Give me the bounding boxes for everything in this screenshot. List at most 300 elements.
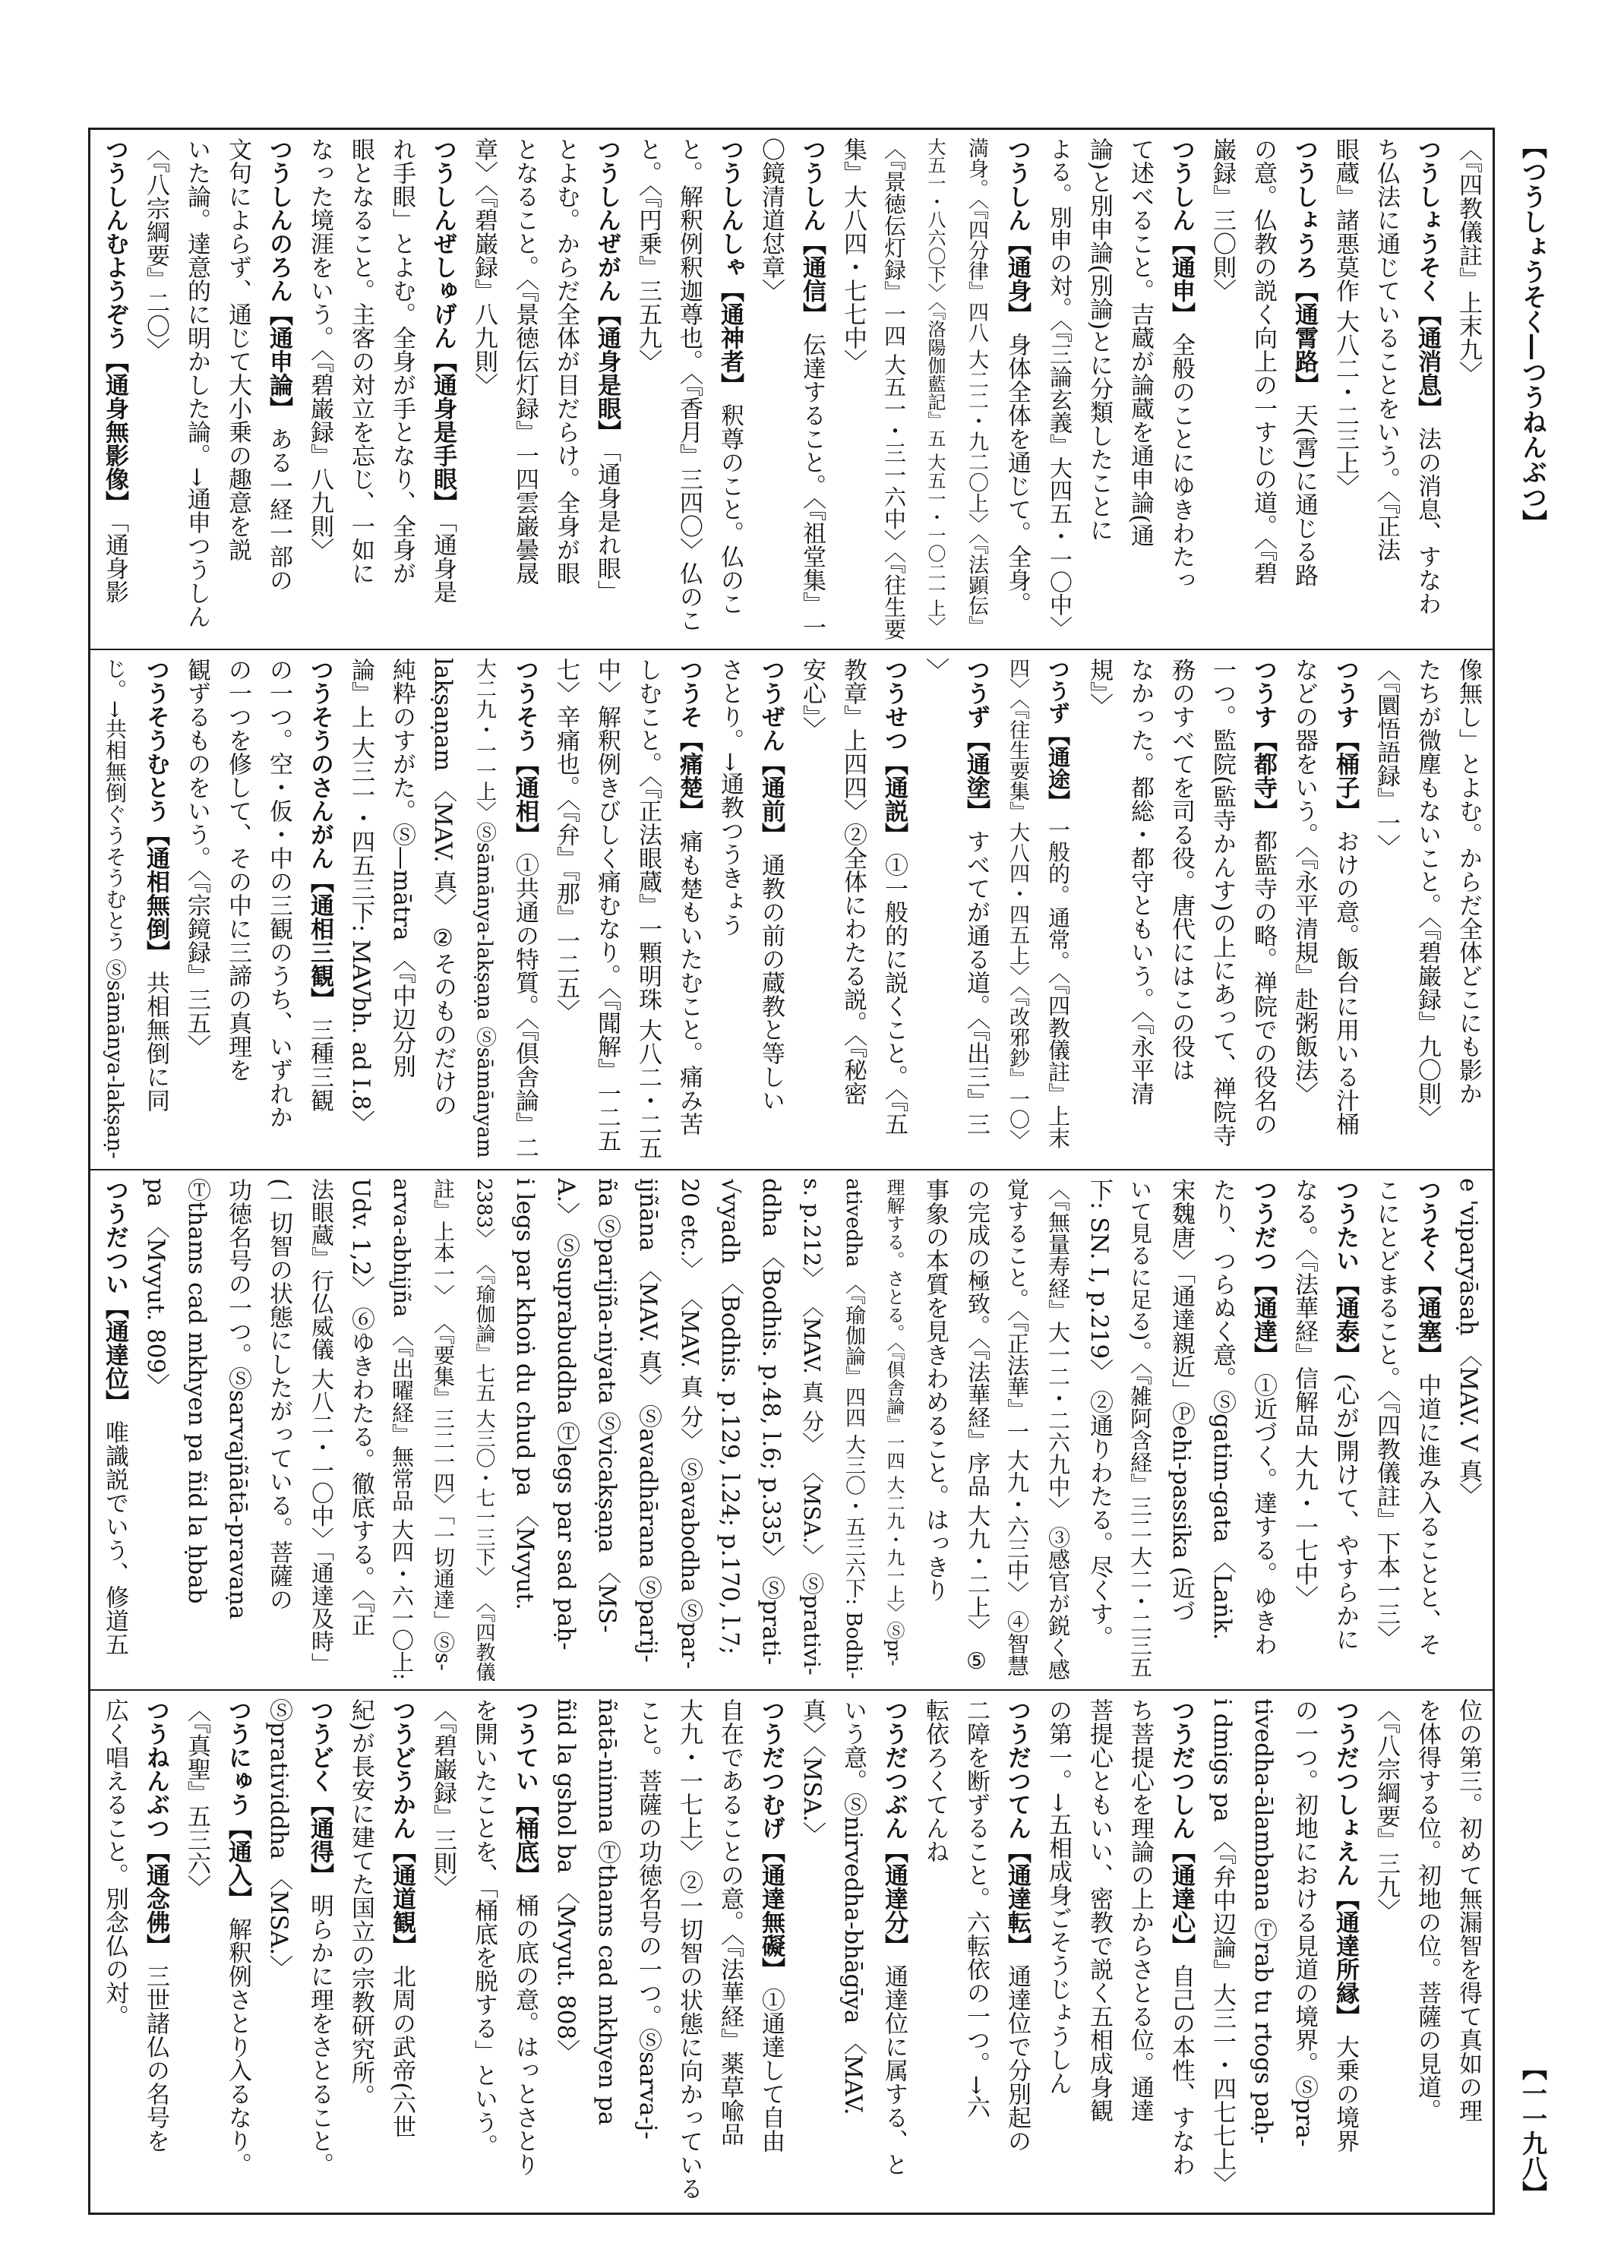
entry-text: よる。別申の対。〈『三論玄義』大四五・一〇中〉 (1045, 137, 1072, 639)
text-column (1366, 658, 1407, 1161)
text-column (258, 1698, 299, 2203)
text-column (340, 1698, 381, 2203)
entry-text: 〈『景徳伝灯録』一四 大五一・三一六中〉〈『往生要 (881, 137, 907, 640)
entry-text: ち菩提心を理論の上からさとる位。通達 (1126, 1698, 1154, 2122)
text-column (94, 1698, 135, 2203)
text-column (1161, 1178, 1202, 1682)
headword: つうだつ【通達】 (1250, 1178, 1277, 1366)
headword: つうせつ【通説】 (880, 658, 908, 846)
text-column (504, 137, 545, 641)
headword: つうしょうそく【通消息】 (1414, 137, 1441, 420)
text-column (1202, 658, 1243, 1161)
dictionary-tier-1 (90, 130, 1493, 650)
text-column (94, 137, 135, 641)
text-column (340, 137, 381, 641)
entry-text: 〉 (921, 658, 949, 681)
entry-text: 通達位に属する、と (880, 1964, 908, 2177)
headword: つうしんぜしゅげん【通身是手眼】 (429, 137, 457, 514)
entry-text: (一切智の状態にしたがっている。菩薩の (265, 1178, 292, 1612)
headword: つうず【通途】 (1045, 658, 1071, 812)
entry-text: の第一。→五相成身ごそうじょうしん (1044, 1698, 1072, 2095)
entry-text: 巌録』三〇則〉 (1209, 137, 1236, 302)
headword: つうそく【通塞】 (1414, 1178, 1441, 1366)
text-column (956, 137, 997, 641)
entry-text: 〈『八宗綱要』三九〉 (1373, 1698, 1400, 1922)
text-column (545, 658, 586, 1161)
entry-text: 理解する。さとる。〈『倶舎論』一四 大二九・九一上〉Ⓢpr- (883, 1178, 905, 1666)
text-column (709, 658, 750, 1161)
text-column (1079, 658, 1120, 1161)
text-column (340, 658, 381, 1161)
entry-text: ①近づく。達する。ゆきわ (1250, 1373, 1277, 1657)
text-column (1120, 658, 1161, 1161)
entry-text: を開いたことを、「桶底を脱する」という。 (470, 1698, 498, 2158)
entry-text: 論』上 大三一・四五三下: MAVbh. ad I.8〉 (347, 658, 374, 1134)
entry-text: 覚すること。〈『正法華』一 大九・六三中〉 ④智慧 (1004, 1178, 1030, 1677)
text-column (504, 1698, 545, 2203)
entry-text: なかった。都総・都守ともいう。〈『永平清 (1126, 658, 1154, 1105)
text-column (299, 658, 340, 1161)
dictionary-tier-2 (90, 650, 1493, 1170)
text-column (1284, 137, 1325, 641)
entry-text: 共相無倒に同 (142, 971, 169, 1113)
text-column (1448, 1698, 1489, 2203)
text-column (709, 1698, 750, 2203)
entry-text: 〈『真聖』五三六〉 (183, 1698, 210, 1899)
text-column (586, 1698, 627, 2203)
text-column (1407, 137, 1448, 641)
entry-text: 広く唱えること。別念仏の対。 (101, 1698, 128, 2028)
text-column (217, 137, 258, 641)
entry-text: 大九・一七上〉 ②一切智の状態に向かっている (675, 1698, 703, 2200)
text-column (709, 137, 750, 641)
text-column (176, 1178, 217, 1682)
text-column (1038, 1698, 1079, 2203)
entry-text: 解釈例さとり入るなり。 (224, 1917, 251, 2177)
text-column (1079, 1178, 1120, 1682)
text-column (217, 1698, 258, 2203)
entry-text: i legs par khoṅ du chud pa 〈Mvyut. (511, 1178, 539, 1610)
text-column (956, 1178, 997, 1682)
entry-text: 唯識説でいう、修道五 (101, 1420, 128, 1657)
entry-text: i dmigs pa 〈『弁中辺論』大三一・四七七上〉 (1209, 1698, 1236, 2195)
text-column (1202, 1698, 1243, 2203)
text-column (1038, 1178, 1079, 1682)
entry-text: arva-abhijña 〈『出曜経』無常品 大四・六一〇上: (389, 1178, 415, 1681)
text-column (422, 658, 463, 1161)
text-column (1120, 1178, 1161, 1682)
text-column (299, 1178, 340, 1682)
text-column (217, 658, 258, 1161)
text-column (1448, 1178, 1489, 1682)
text-column (1366, 1178, 1407, 1682)
text-column (258, 137, 299, 641)
entry-text: 註』上本一〉 〈『要集』三二一四〉「一切通達」Ⓢs- (431, 1178, 456, 1671)
text-column (997, 1178, 1038, 1682)
text-column (791, 137, 833, 641)
entry-text: 20 etc.〉 〈MAV. 真 分〉 Ⓢavabodha Ⓢpar- (676, 1178, 703, 1669)
text-column (463, 1178, 504, 1682)
text-column (1161, 1698, 1202, 2203)
entry-text: 位の第三。初めて無漏智を得て真如の理 (1455, 1698, 1482, 2122)
headword: つうだつてん【通達転】 (1003, 1698, 1031, 1957)
text-column (915, 1178, 956, 1682)
entry-text: なった境涯をいう。〈『碧巌録』八九則〉 (306, 137, 333, 561)
entry-text: 明らかに理をさとること。 (306, 1894, 333, 2177)
entry-text: 安心』〉 (798, 658, 826, 741)
text-column (463, 658, 504, 1161)
text-column (1120, 1698, 1161, 2203)
headword: つうねんぶつ【通念佛】 (142, 1698, 169, 1957)
entry-text: 北周の武帝(六世 (388, 1964, 415, 2139)
entry-text: 都監寺の略。禅院での役名の (1250, 829, 1277, 1136)
entry-text: 章〉〈『碧巌録』八九則〉 (470, 137, 498, 396)
text-column (381, 137, 422, 641)
headword: つうしんぜがん【通身是眼】 (593, 137, 621, 444)
entry-text: いう意。Ⓢnirvedha-bhāgīya 〈MAV. (839, 1698, 867, 2115)
headword: つうだつぶん【通達分】 (880, 1698, 908, 1957)
headword: つうず【通塗】 (962, 658, 990, 823)
text-column (1243, 137, 1284, 641)
entry-text: ①一般的に説くこと。〈『五 (880, 853, 908, 1136)
text-column (1038, 658, 1079, 1161)
text-column (135, 658, 176, 1161)
entry-text: ①通達して自由 (757, 1988, 785, 2153)
text-column (709, 1178, 750, 1682)
entry-text: 三種三観 (306, 1018, 333, 1113)
text-column (586, 1178, 627, 1682)
text-column (1284, 1178, 1325, 1682)
text-column (135, 137, 176, 641)
entry-text: lakṣaṇam 〈MAV. 真〉 ②そのものだけの (429, 658, 457, 1117)
entry-text: 〈『無量寿経』大一二・二六九中〉 ③感官が鋭く感 (1045, 1178, 1071, 1681)
entry-text: 眼蔵』諸悪莫作 大八二・二三上〉 (1332, 137, 1359, 498)
text-column (1407, 658, 1448, 1161)
text-column (422, 1698, 463, 2203)
entry-text: ある一経一部の (265, 427, 292, 592)
page-number: 【一一九八】 (1518, 2055, 1548, 2206)
entry-text: 大乗の境界 (1332, 2035, 1359, 2153)
entry-text: 通教の前の蔵教と等しい (757, 853, 785, 1113)
text-column (1243, 658, 1284, 1161)
headword: つうだつしん【通達心】 (1167, 1698, 1195, 1957)
text-column (874, 1178, 915, 1682)
entry-text: 身体全体を通じて。全身。 (1003, 333, 1031, 616)
text-column (874, 1698, 915, 2203)
text-column (750, 1178, 791, 1682)
entry-text: 〈『八宗綱要』二〇〉 (142, 137, 169, 362)
text-column (833, 658, 874, 1161)
text-column (1202, 137, 1243, 641)
text-column (1407, 1698, 1448, 2203)
text-column (627, 1178, 668, 1682)
text-column (381, 1178, 422, 1682)
text-column (997, 658, 1038, 1161)
text-column (1366, 1698, 1407, 2203)
entry-text: 自己の本性、すなわ (1167, 1964, 1195, 2177)
text-column (545, 1178, 586, 1682)
entry-text: 転依ろくてんね (921, 1698, 949, 1863)
text-column (750, 658, 791, 1161)
entry-text: の一つ。初地における見道の境界。Ⓢpra- (1291, 1698, 1318, 2147)
text-column (1120, 137, 1161, 641)
entry-text: なる。〈『法華経』信解品 大九・一七中〉 (1291, 1178, 1318, 1609)
entry-text: 一般的。通常。〈『四教儀註』上末 (1045, 818, 1071, 1149)
entry-text: 中〉解釈例きびしく痛むなり。〈『聞解』一二五 (593, 658, 621, 1152)
entry-text: 功徳名号の一つ。Ⓢsarvajñātā-pravaṇa (224, 1178, 251, 1620)
entry-text: (心が)開けて、やすらかに (1332, 1373, 1359, 1651)
text-column (217, 1178, 258, 1682)
entry-text: おけの意。飯台に用いる汁桶 (1332, 829, 1359, 1136)
text-column (791, 1178, 833, 1682)
entry-text: 「通身是 (429, 521, 457, 604)
text-column (1079, 1698, 1120, 2203)
text-column (135, 1698, 176, 2203)
dictionary-tier-3 (90, 1170, 1493, 1691)
text-column (1161, 658, 1202, 1161)
text-column (791, 658, 833, 1161)
entry-text: ñid la gshol ba 〈Mvyut. 808〉 (552, 1698, 580, 2064)
headword: つうしんしゃ【通神者】 (716, 137, 744, 396)
entry-text: ña Ⓢparijña-niyata Ⓢvicakṣaṇa 〈MS- (593, 1178, 621, 1633)
text-column (1038, 137, 1079, 641)
entry-text: 自在であることの意。〈『法華経』薬草喩品 (716, 1698, 744, 2146)
text-column (627, 658, 668, 1161)
text-column (750, 137, 791, 641)
headword: つうそ【痛楚】 (675, 658, 703, 823)
text-column (381, 1698, 422, 2203)
text-column (545, 137, 586, 641)
text-column (176, 137, 217, 641)
entry-text: 〇鏡清道怤章〉 (757, 137, 785, 302)
entry-text: s. p.212〉 〈MAV. 真 分〉 〈MSA.〉 Ⓢprativi- (799, 1178, 825, 1676)
text-column (504, 658, 545, 1161)
entry-text: いて見るに足る)。〈『雑阿含経』三二 大二・二三五 (1127, 1178, 1153, 1679)
entry-text: いた論。達意的に明かした論。→通申つうしん (183, 137, 210, 628)
text-column (956, 658, 997, 1161)
text-column (1325, 137, 1366, 641)
entry-text: ativedha 〈『瑜伽論』四四 大三〇・五三六下: Bodhi- (842, 1178, 865, 1679)
text-column (1448, 658, 1489, 1161)
text-column (668, 1698, 709, 2203)
entry-text: 純粋のすがた。Ⓢ—mātra 〈『中辺分別 (388, 658, 415, 1078)
entry-text: 三世諸仏の名号を (142, 1964, 169, 2153)
entry-text: Ⓣthams cad mkhyen pa ñid la ḥbab (183, 1178, 210, 1604)
text-column (668, 1178, 709, 1682)
entry-text: となること。〈『景徳伝灯録』一四雲巌曇晟 (511, 137, 539, 585)
entry-text: 大五一・八六〇下〉〈『洛陽伽藍記』五 大五一・一〇二一上〉 (924, 137, 946, 636)
entry-text: 論)と別申論(別論)とに分類したことに (1085, 137, 1113, 542)
text-column (956, 1698, 997, 2203)
text-column (874, 137, 915, 641)
headword: つうだつい【通達位】 (101, 1178, 128, 1414)
text-column (176, 1698, 217, 2203)
dictionary-frame (88, 128, 1495, 2215)
headword: つうどうかん【通道観】 (388, 1698, 415, 1957)
dictionary-tier-4 (90, 1691, 1493, 2211)
entry-text: 釈尊のこと。仏のこ (716, 403, 744, 616)
entry-text: 真〉〈MSA.〉 (798, 1698, 826, 1846)
text-column (586, 137, 627, 641)
entry-text: 「通身影 (101, 521, 128, 604)
text-column (1325, 1698, 1366, 2203)
entry-text: 事象の本質を見きわめること。はっきり (921, 1178, 949, 1602)
entry-text: さとり。→通教つうきょう (716, 658, 744, 937)
text-column (997, 137, 1038, 641)
text-column (258, 658, 299, 1161)
text-column (463, 1698, 504, 2203)
text-column (135, 1178, 176, 1682)
text-column (627, 1698, 668, 2203)
text-column (833, 1698, 874, 2203)
text-column (833, 137, 874, 641)
text-column (915, 658, 956, 1161)
entry-text: の一つを修して、その中に三諦の真理を (224, 658, 251, 1082)
entry-text: 〈『圜悟語録』一〉 (1373, 658, 1400, 858)
text-column (1243, 1178, 1284, 1682)
entry-text: 像無し」とよむ。からだ全体どこにも影か (1455, 658, 1482, 1105)
text-column (997, 1698, 1038, 2203)
text-column (750, 1698, 791, 2203)
entry-text: 〈『四教儀註』上末九〉 (1455, 137, 1482, 385)
headword: つうだつしょえん【通達所縁】 (1332, 1698, 1359, 2028)
entry-text: Ⓢpratividdha 〈MSA.〉 (265, 1698, 292, 1979)
entry-text: 天(霄)に通じる路 (1291, 403, 1318, 587)
headword: つうす【桶子】 (1332, 658, 1359, 823)
entry-text: と。〈『円乗』三五九〉 (634, 137, 662, 373)
running-head: 【つうしょうそく―つうねんぶつ】 (1518, 134, 1548, 535)
entry-text: ñatā-nimna Ⓣthams cad mkhyen pa (593, 1698, 621, 2126)
headword: つうたい【通泰】 (1332, 1178, 1359, 1366)
text-column (668, 137, 709, 641)
headword: つうしん【通申】 (1167, 137, 1195, 326)
text-column (627, 137, 668, 641)
text-column (422, 1178, 463, 1682)
entry-text: 2383〉 〈『瑜伽論』七五 大三〇・七一三下〉 〈『四教儀 (472, 1178, 495, 1682)
headword: つうにゅう【通入】 (224, 1698, 251, 1910)
headword: つうぜん【通前】 (757, 658, 785, 846)
entry-text: 観ずるものをいう。〈『宗鏡録』三五〉 (183, 658, 210, 1058)
text-column (94, 658, 135, 1161)
entry-text: 〈『碧巌録』三則〉 (429, 1698, 457, 1899)
text-column (1325, 658, 1366, 1161)
entry-text: などの器をいう。〈『永平清規』赴粥飯法〉 (1291, 658, 1318, 1105)
entry-text: 中道に進み入ることと、そ (1414, 1373, 1441, 1657)
entry-text: 全般のことにゆきわたっ (1167, 333, 1195, 592)
text-column (833, 1178, 874, 1682)
headword: つうしん【通信】 (798, 137, 826, 326)
headword: つうそうむとう【通相無倒】 (142, 658, 169, 964)
entry-text: 眼となること。主客の対立を忘じ、一如に (347, 137, 374, 585)
entry-text: tivedha-ālambana Ⓣrab tu rtogs paḥ- (1250, 1698, 1277, 2144)
headword: つうだつむげ【通達無礙】 (757, 1698, 785, 1981)
text-column (874, 658, 915, 1161)
entry-text: と。解釈例釈迦尊也。〈『香月』三四〇〉仏のこ (675, 137, 703, 632)
text-column (258, 1178, 299, 1682)
text-column (176, 658, 217, 1161)
entry-text: 規』〉 (1085, 658, 1113, 717)
text-column (1161, 137, 1202, 641)
entry-text: 七〉辛痛也。〈『弁』『那』一二五〉 (552, 658, 580, 1023)
entry-text: 文句によらず、通じて大小乗の趣意を説 (224, 137, 251, 561)
headword: つうそう【通相】 (511, 658, 539, 846)
text-column (504, 1178, 545, 1682)
entry-text: ①共通の特質。〈『倶舎論』二 (511, 853, 539, 1160)
entry-text: 務のすべてを司る役。唐代にはこの役は (1167, 658, 1195, 1082)
entry-text: 紀)が長安に建てた国立の宗教研究所。 (347, 1698, 374, 2108)
text-column (463, 137, 504, 641)
text-column (1284, 1698, 1325, 2203)
entry-text: ijñāna 〈MAV. 真〉 Ⓢavadhārana Ⓢparij- (634, 1178, 662, 1663)
text-column (299, 1698, 340, 2203)
text-column (791, 1698, 833, 2203)
entry-text: √vyadh 〈Bodhis. p.129, l.24; p.170, l.7; (716, 1178, 744, 1655)
text-column (340, 1178, 381, 1682)
text-column (94, 1178, 135, 1682)
entry-text: れ手眼」とよむ。全身が手となり、全身が (388, 137, 415, 585)
headword: つうしん【通身】 (1003, 137, 1031, 326)
text-column (1448, 137, 1489, 641)
entry-text: たり、つらぬく意。Ⓢgatim-gata 〈Laṅk. (1209, 1178, 1236, 1641)
entry-text: Udv. 1,2〉 ⑥ゆきわたる。徹底する。〈『正 (347, 1178, 374, 1637)
entry-text: A.〉 Ⓢsuprabuddha Ⓣlegs par sad paḥ- (552, 1178, 580, 1650)
entry-text: 菩提心ともいい、密教で説く五相成身観 (1085, 1698, 1113, 2122)
headword: つうどく【通得】 (306, 1698, 333, 1887)
text-column (668, 658, 709, 1161)
text-column (1407, 1178, 1448, 1682)
headword: つうてい【桶底】 (511, 1698, 539, 1887)
entry-text: 法眼蔵』行仏威儀 大八二・一〇中〉「通達及時」 (307, 1178, 333, 1676)
entry-text: とよむ。からだ全体が目だらけ。全身が眼 (552, 137, 580, 585)
entry-text: 集』大八四・七七中〉 (839, 137, 867, 373)
text-column (915, 137, 956, 641)
entry-text: 法の消息、すなわ (1414, 427, 1441, 616)
text-column (1202, 1178, 1243, 1682)
text-column (1079, 137, 1120, 641)
entry-text: の一つ。空・仮・中の三観のうち、いずれか (265, 658, 292, 1129)
entry-text: e 'viparyāsaḥ 〈MAV. V 真〉 (1455, 1178, 1482, 1507)
headword: つうしょうろ【通霄路】 (1291, 137, 1318, 396)
entry-text: ち仏法に通じていることをいう。〈『正法 (1373, 137, 1400, 561)
entry-text: すべてが通る道。〈『出三』三 (962, 829, 990, 1136)
entry-text: 宋魏唐〉「通達親近」Ⓟehi-passika (近づ (1167, 1178, 1195, 1623)
text-column (1325, 1178, 1366, 1682)
entry-text: 満身。〈『四分律』四八 大二二・九二〇上〉〈『法顕伝』 (965, 137, 988, 636)
headword: つうしんむようぞう【通身無影像】 (101, 137, 128, 514)
entry-text: こと。菩薩の功徳名号の一つ。Ⓢsarva-j- (634, 1698, 662, 2140)
entry-text: 下: SN. I, p.219〉 ②通りわたる。尽くす。 (1085, 1178, 1113, 1650)
headword: つうす【都寺】 (1250, 658, 1277, 823)
entry-text: 痛も楚もいたむこと。痛み苦 (675, 829, 703, 1136)
entry-text: の完成の極致。〈『法華経』序品 大九・二上〉 ⑤ (963, 1178, 990, 1676)
text-column (1243, 1698, 1284, 2203)
entry-text: 伝達すること。〈『祖堂集』一 (798, 333, 826, 640)
text-column (299, 137, 340, 641)
entry-text: pa 〈Mvyut. 809〉 (142, 1178, 169, 1398)
entry-text: こにとどまること。〈『四教儀註』下本一三〉 (1373, 1178, 1400, 1649)
entry-text: の意。仏教の説く向上の一すじの道。〈『碧 (1250, 137, 1277, 585)
entry-text: 大二九・一一上〉Ⓢsāmānya-lakṣaṇa Ⓢsāmānyam (472, 658, 496, 1158)
headword: つうしんのろん【通申論】 (265, 137, 292, 420)
entry-text: 教章』上四四〉②全体にわたる説。〈『秘密 (839, 658, 867, 1105)
entry-text: 一つ。監院(監寺かんす)の上にあって、禅院寺 (1209, 658, 1236, 1148)
entry-text: 「通身是れ眼」 (593, 450, 621, 604)
entry-text: を体得する位。初地の位。菩薩の見道。 (1414, 1698, 1441, 2122)
entry-text: 桶の底の意。はっとさとり (511, 1894, 539, 2177)
entry-text: て述べること。吉蔵が論蔵を通申論(通 (1126, 137, 1154, 548)
entry-text: たちが微塵もないこと。〈『碧巌録』九〇則〉 (1414, 658, 1441, 1129)
text-column (545, 1698, 586, 2203)
